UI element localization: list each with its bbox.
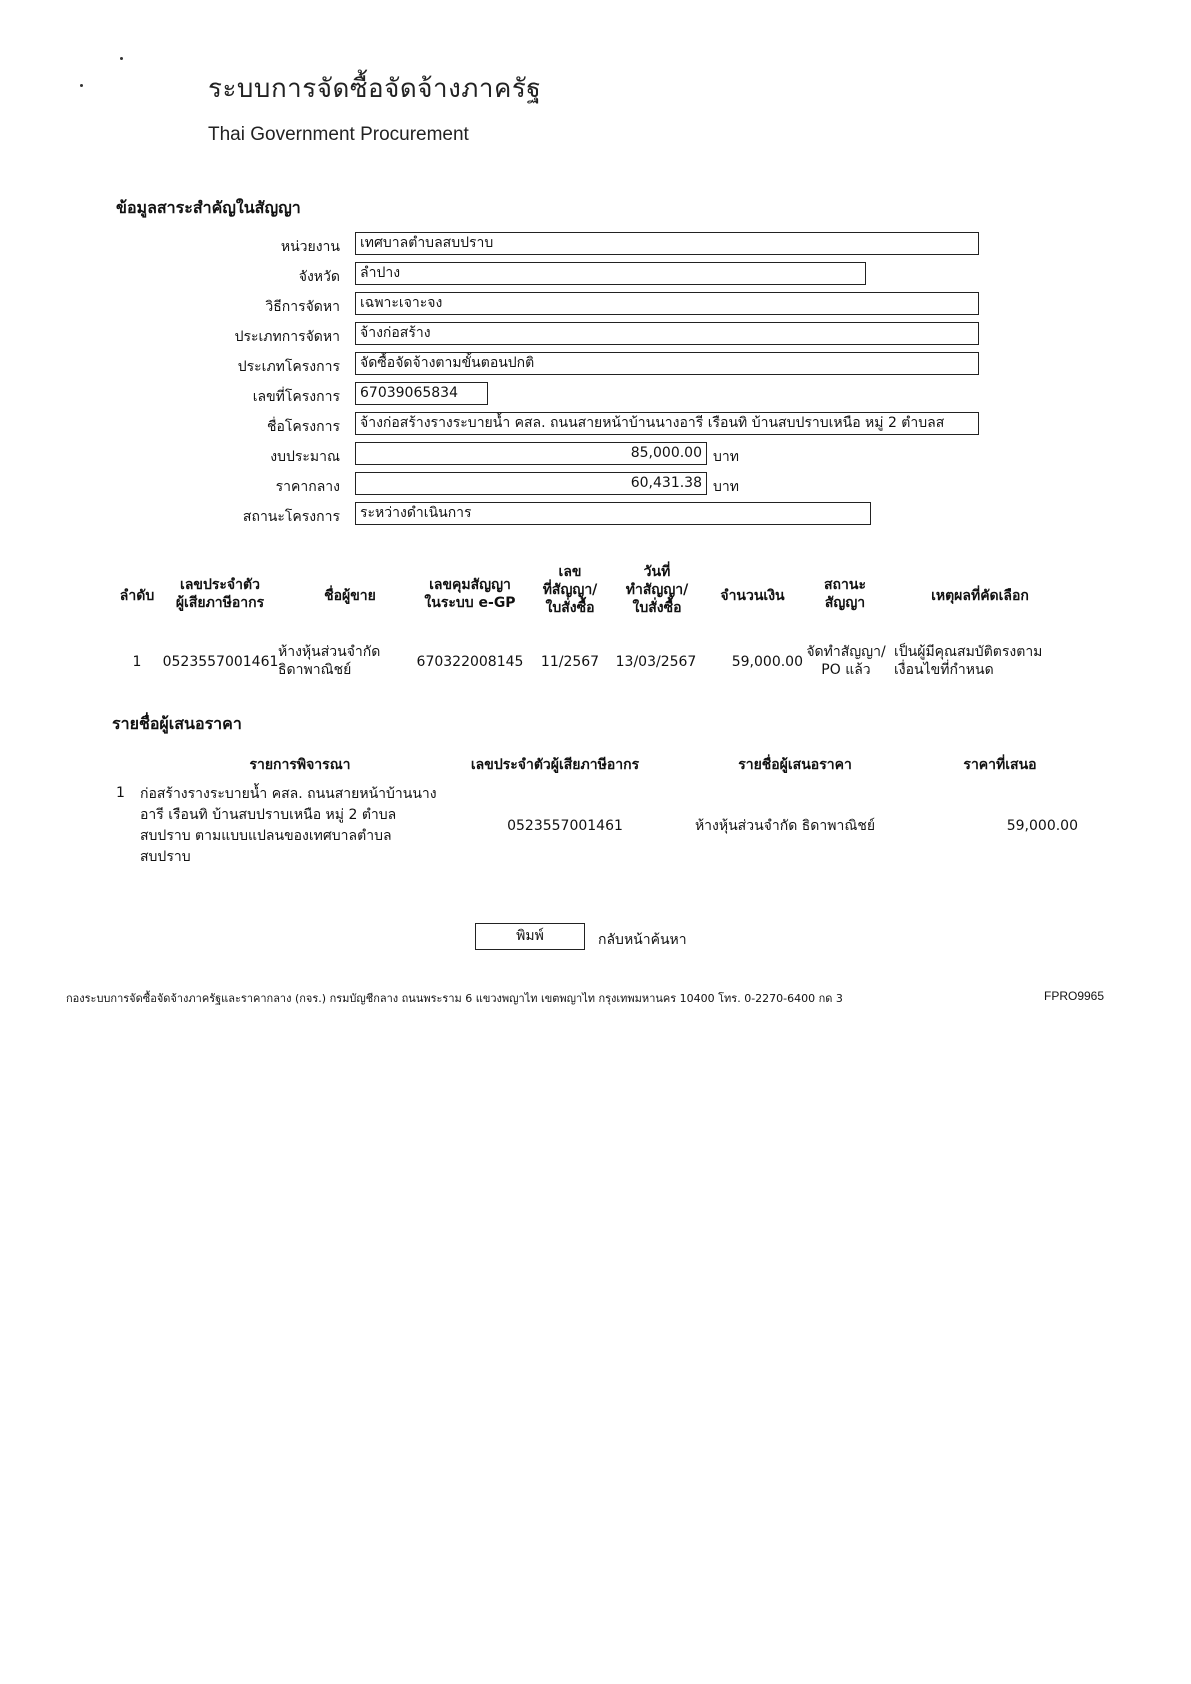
bidder-row-item: ก่อสร้างรางระบายน้ำ คสล. ถนนสายหน้าบ้านนาง อารี เรือนทิ บ้านสบปราบเหนือ หมู่ 2 ตำบล สบปราบ ตามแบบแปลนของเทศบาลตำบล สบปราบ [140, 786, 437, 865]
footer-address: กองระบบการจัดซื้อจัดจ้างภาครัฐและราคากลาง (กจร.) กรมบัญชีกลาง ถนนพระราม 6 แขวงพญาไท เขตพญาไท กรุงเทพมหานคร 10400 โทร. 0-2270-6400 กด 3 [66, 992, 843, 1005]
col-header-vendor: ชื่อผู้ขาย [324, 588, 376, 604]
budget-label: งบประมาณ [270, 449, 340, 465]
bidders-heading: รายชื่อผู้เสนอราคา [112, 714, 242, 733]
median-price-field: 60,431.38 [355, 472, 707, 495]
col-header-contract-no: เลข ที่สัญญา/ ใบสั่งซื้อ [542, 564, 598, 616]
page-title-thai: ระบบการจัดซื้อจัดจ้างภาครัฐ [208, 74, 542, 104]
page-title-english: Thai Government Procurement [208, 124, 469, 145]
contract-info-heading: ข้อมูลสาระสำคัญในสัญญา [116, 198, 301, 217]
method-label: วิธีการจัดหา [265, 299, 340, 315]
col-header-contract-date: วันที่ ทำสัญญา/ ใบสั่งซื้อ [625, 564, 689, 616]
bidder-row-name: ห้างหุ้นส่วนจำกัด ธิดาพาณิชย์ [694, 818, 876, 834]
median-price-unit: บาท [713, 479, 739, 495]
col-header-egp-number: เลขคุมสัญญา ในระบบ e-GP [424, 577, 516, 611]
project-name-field: จ้างก่อสร้างรางระบายน้ำ คสล. ถนนสายหน้าบ้านนางอารี เรือนทิ บ้านสบปราบเหนือ หมู่ 2 ตำบลส [355, 412, 979, 435]
row-reason: เป็นผู้มีคุณสมบัติตรงตาม เงื่อนไขที่กำหนด [894, 644, 1043, 678]
row-vendor: ห้างหุ้นส่วนจำกัด ธิดาพาณิชย์ [278, 644, 381, 678]
row-contract-no: 11/2567 [540, 654, 600, 670]
print-button[interactable]: พิมพ์ [475, 923, 585, 950]
row-seq: 1 [132, 654, 142, 670]
col-header-amount: จำนวนเงิน [720, 588, 785, 604]
median-price-label: ราคากลาง [275, 479, 340, 495]
col-header-seq: ลำดับ [119, 588, 155, 604]
budget-unit: บาท [713, 449, 739, 465]
row-egp-number: 670322008145 [416, 654, 524, 670]
procurement-type-label: ประเภทการจัดหา [234, 329, 340, 345]
method-field: เฉพาะเจาะจง [355, 292, 979, 315]
agency-label: หน่วยงาน [280, 239, 340, 255]
back-to-search-link[interactable]: กลับหน้าค้นหา [598, 932, 687, 948]
project-number-field: 67039065834 [355, 382, 488, 405]
bidder-row-seq: 1 [116, 785, 125, 801]
row-tax-id: 0523557001461 [162, 654, 279, 670]
col-header-contract-status: สถานะ สัญญา [824, 577, 866, 611]
scan-dot [120, 57, 123, 60]
project-type-label: ประเภทโครงการ [237, 359, 340, 375]
project-status-field: ระหว่างดำเนินการ [355, 502, 871, 525]
agency-field: เทศบาลตำบลสบปราบ [355, 232, 979, 255]
col-header-reason: เหตุผลที่คัดเลือก [931, 588, 1029, 604]
province-field: ลำปาง [355, 262, 866, 285]
project-name-label: ชื่อโครงการ [266, 419, 340, 435]
row-contract-status: จัดทำสัญญา/ PO แล้ว [806, 644, 886, 678]
row-amount: 59,000.00 [731, 654, 803, 670]
project-type-field: จัดซื้อจัดจ้างตามขั้นตอนปกติ [355, 352, 979, 375]
procurement-type-field: จ้างก่อสร้าง [355, 322, 979, 345]
bidders-col-header-price: ราคาที่เสนอ [963, 757, 1037, 773]
bidders-col-header-item: รายการพิจารณา [249, 757, 351, 773]
bidders-col-header-tax-id: เลขประจำตัวผู้เสียภาษีอากร [470, 757, 640, 773]
footer-page-code: FPRO9965 [1044, 989, 1105, 1003]
col-header-tax-id: เลขประจำตัว ผู้เสียภาษีอากร [175, 577, 265, 611]
row-contract-date: 13/03/2567 [615, 654, 697, 670]
project-status-label: สถานะโครงการ [242, 509, 340, 525]
bidder-row-tax-id: 0523557001461 [507, 818, 623, 834]
budget-field: 85,000.00 [355, 442, 707, 465]
project-number-label: เลขที่โครงการ [252, 389, 340, 405]
scan-dot [80, 84, 83, 87]
province-label: จังหวัด [298, 269, 340, 285]
bidders-col-header-bidder: รายชื่อผู้เสนอราคา [738, 757, 852, 773]
bidder-row-price: 59,000.00 [1006, 818, 1078, 834]
